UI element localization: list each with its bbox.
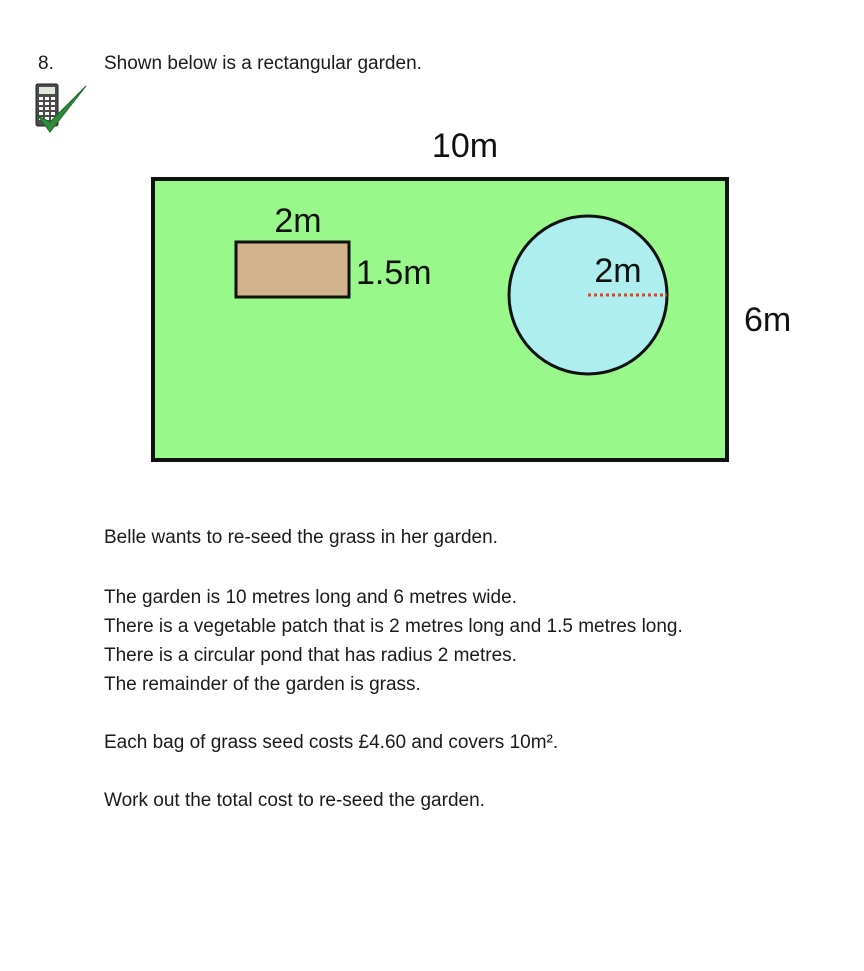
paragraph-intro: Belle wants to re-seed the grass in her garden. — [104, 527, 498, 548]
paragraph-garden-line: The garden is 10 metres long and 6 metres wide. — [104, 587, 517, 608]
garden-width-label: 6m — [744, 301, 792, 339]
patch-width-label: 1.5m — [356, 254, 432, 292]
vegetable-patch — [236, 242, 349, 297]
paragraph-pond-line: There is a circular pond that has radius 2 metres. — [104, 645, 517, 666]
question-number: 8. — [38, 53, 54, 74]
paragraph-seed-cost: Each bag of grass seed costs £4.60 and covers 10m². — [104, 732, 559, 753]
pond-radius-label: 2m — [594, 252, 642, 290]
patch-length-label: 2m — [274, 202, 322, 240]
question-intro: Shown below is a rectangular garden. — [104, 53, 422, 74]
paragraph-grass-line: The remainder of the garden is grass. — [104, 674, 421, 695]
garden-length-label: 10m — [431, 127, 499, 165]
paragraph-patch-line: There is a vegetable patch that is 2 metres long and 1.5 metres long. — [104, 616, 683, 637]
paragraph-task: Work out the total cost to re-seed the garden. — [104, 790, 485, 811]
